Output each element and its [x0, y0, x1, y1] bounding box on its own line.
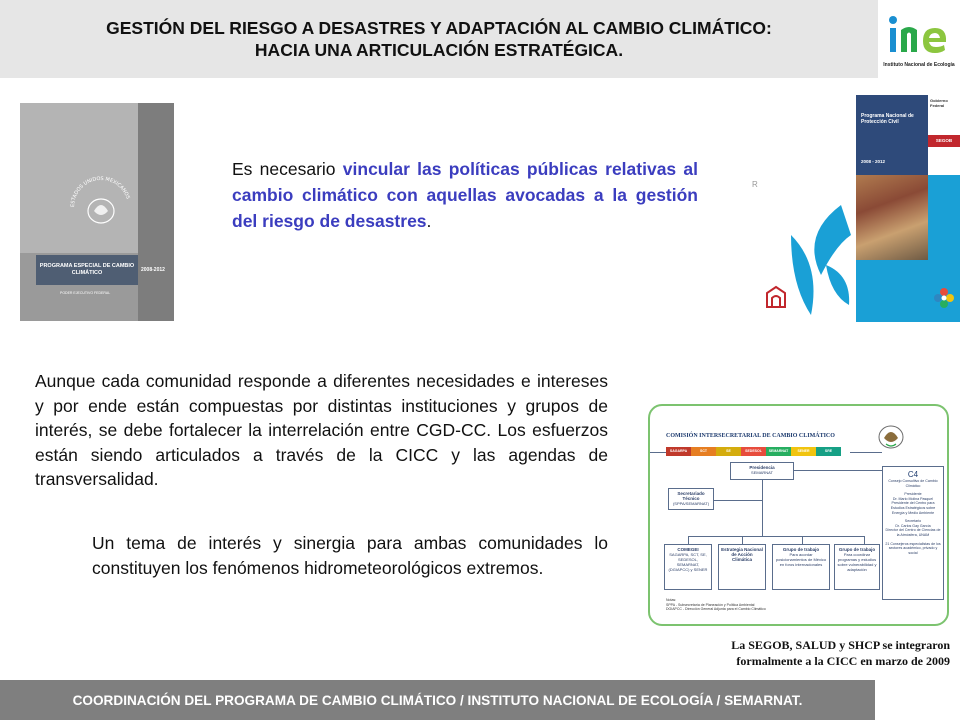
cover-footer: PODER EJECUTIVO FEDERAL	[60, 291, 111, 295]
seal-arc-text: ESTADOS UNIDOS MEXICANOS	[69, 175, 131, 208]
community-paragraph: Aunque cada comunidad responde a diferentes necesidades e intereses y por ende están compuestas por distintas instituciones y grupos de interés, se debe fortalecer la interrelación entre CGD-CC. Los esfuerzos están siendo articulados a través de la CICC y las agendas de transversalidad.	[35, 371, 608, 489]
cover-title: PROGRAMA ESPECIAL DE CAMBIO CLIMÁTICO	[39, 263, 135, 276]
secretariat-tag: SCT	[691, 447, 716, 456]
org-note: Notas:	[666, 598, 677, 602]
comegei-title: COMEGEI	[677, 547, 699, 552]
pnpc-title: Programa Nacional de Protección Civil	[861, 113, 914, 125]
c4-line: Presidente del Centro para Estudios Estratégicos sobre Energía y Medio Ambiente	[890, 501, 936, 515]
caption-line2: formalmente a la CICC en marzo de 2009	[736, 654, 950, 668]
ine-logo-icon	[883, 10, 955, 60]
org-notes	[666, 598, 856, 612]
c4-title: C4	[907, 470, 919, 479]
connector	[688, 536, 689, 544]
mexico-seal-icon	[876, 422, 906, 450]
pnpc-years: 2008 - 2012	[861, 159, 886, 164]
connector	[794, 470, 882, 471]
c4-box	[882, 466, 944, 600]
c4-line: Dr. Mario Molina Pasquel	[892, 496, 934, 501]
org-note: DGIAPCC - Dirección General Adjunta para el Cambio Climático	[666, 607, 766, 611]
side-mark: R	[752, 180, 758, 189]
comegei-text: SAGARPA, SCT, SE, SEDESOL, SEMARNAT, (DGIAPCC) y SENER	[668, 552, 708, 572]
connector	[742, 536, 743, 544]
vivir-mejor-flower-icon	[933, 287, 955, 309]
connector	[762, 480, 763, 536]
connector	[802, 536, 803, 544]
working-group-box	[834, 544, 880, 590]
proteccion-civil-icon	[765, 285, 787, 311]
slide-title-line1: GESTIÓN DEL RIESGO A DESASTRES Y ADAPTACIÓN AL CAMBIO CLIMÁTICO:	[106, 18, 772, 38]
gobierno-federal-label: Gobierno Federal	[930, 98, 948, 108]
org-chart-title: COMISIÓN INTERSECRETARIAL DE CAMBIO CLIMÁTICO	[666, 433, 835, 439]
secretariat-tag: SRE	[816, 447, 841, 456]
intro-end: .	[426, 211, 432, 231]
ine-logo	[878, 0, 960, 78]
slide-footer	[0, 680, 875, 720]
working-group-title: Grupo de trabajo	[782, 547, 820, 552]
slide-header	[0, 0, 878, 78]
intro-text: Es necesario	[232, 159, 343, 179]
caption-line1: La SEGOB, SALUD y SHCP se integraron	[731, 638, 950, 652]
enac-title: Estrategia Nacional de Acción Climática	[721, 547, 763, 562]
logo-subtitle: Instituto Nacional de Ecología	[883, 62, 955, 68]
svg-text:ESTADOS UNIDOS MEXICANOS	[70, 176, 131, 207]
segob-bar	[928, 135, 960, 147]
c4-line: Director del Centro de Ciencias de la Atmósfera, UNAM	[885, 528, 941, 537]
segob-label: SEGOB	[935, 138, 953, 143]
secretariat-tag: SENER	[791, 447, 816, 456]
working-group-text: Para acordar posicionamientos de México en foros internacionales	[775, 552, 827, 567]
working-group-title: Grupo de trabajo	[838, 547, 876, 552]
presidencia-label: Presidencia	[749, 465, 775, 470]
secretariat-tag: SAGARPA	[666, 447, 691, 456]
leaf-graphic-icon	[781, 205, 851, 315]
c4-line: Dr. Carlos Gay García	[895, 523, 931, 528]
comegei-box	[664, 544, 712, 590]
footer-text: COORDINACIÓN DEL PROGRAMA DE CAMBIO CLIMÁTICO / INSTITUTO NACIONAL DE ECOLOGÍA / SEMARNAT.	[72, 692, 803, 708]
org-note: SPPA - Subsecretaría de Planeación y Política Ambiental	[666, 602, 755, 607]
working-group-text: Para coordinar programas y estudios sobre vulnerabilidad y adaptación	[837, 552, 877, 572]
c4-line: Secretario	[904, 519, 922, 524]
peccc-cover-image	[20, 103, 174, 321]
connector	[850, 452, 882, 453]
secretariat-tag: SEMARNAT	[766, 447, 791, 456]
cicc-org-chart	[648, 404, 949, 626]
enac-box	[718, 544, 766, 590]
synergy-paragraph: Un tema de interés y sinergia para ambas comunidades lo constituyen los fenómenos hidrometeorológicos extremos.	[92, 533, 608, 578]
connector	[650, 452, 666, 453]
secretariat-bar	[666, 447, 841, 456]
pnpc-cover-image	[761, 95, 960, 322]
connector	[864, 536, 865, 544]
connector	[688, 536, 864, 537]
presidencia-sub: SEMARNAT	[751, 470, 773, 475]
intro-paragraph	[232, 156, 698, 234]
secretariado-box	[668, 488, 714, 510]
cover-photo	[856, 175, 928, 260]
org-chart-caption	[640, 637, 950, 669]
secretariado-label: Secretariado Técnico	[677, 491, 705, 501]
c4-line: 21 Consejeros especialistas de los sectores académico, privado y social	[885, 541, 941, 555]
cover-title-band	[36, 255, 138, 285]
connector	[714, 500, 762, 501]
secretariat-tag: SE	[716, 447, 741, 456]
cover-strip	[138, 103, 174, 321]
presidencia-box	[730, 462, 794, 480]
cover-years: 2008-2012	[141, 267, 165, 273]
mexico-seal-icon	[66, 167, 136, 237]
working-group-box	[772, 544, 830, 590]
c4-line: Presidente	[904, 492, 922, 497]
slide-title-line2: HACIA UNA ARTICULACIÓN ESTRATÉGICA.	[254, 40, 624, 60]
c4-subtitle: Consejo Consultivo de Cambio Climático	[888, 479, 938, 488]
secretariat-tag: SEDESOL	[741, 447, 766, 456]
secretariado-sub: (SPPA/SEMARNAT)	[672, 501, 710, 506]
intro-highlight: vincular las políticas públicas relativas al cambio climático con aquellas avocadas a la gestión del riesgo de desastres	[232, 159, 698, 231]
